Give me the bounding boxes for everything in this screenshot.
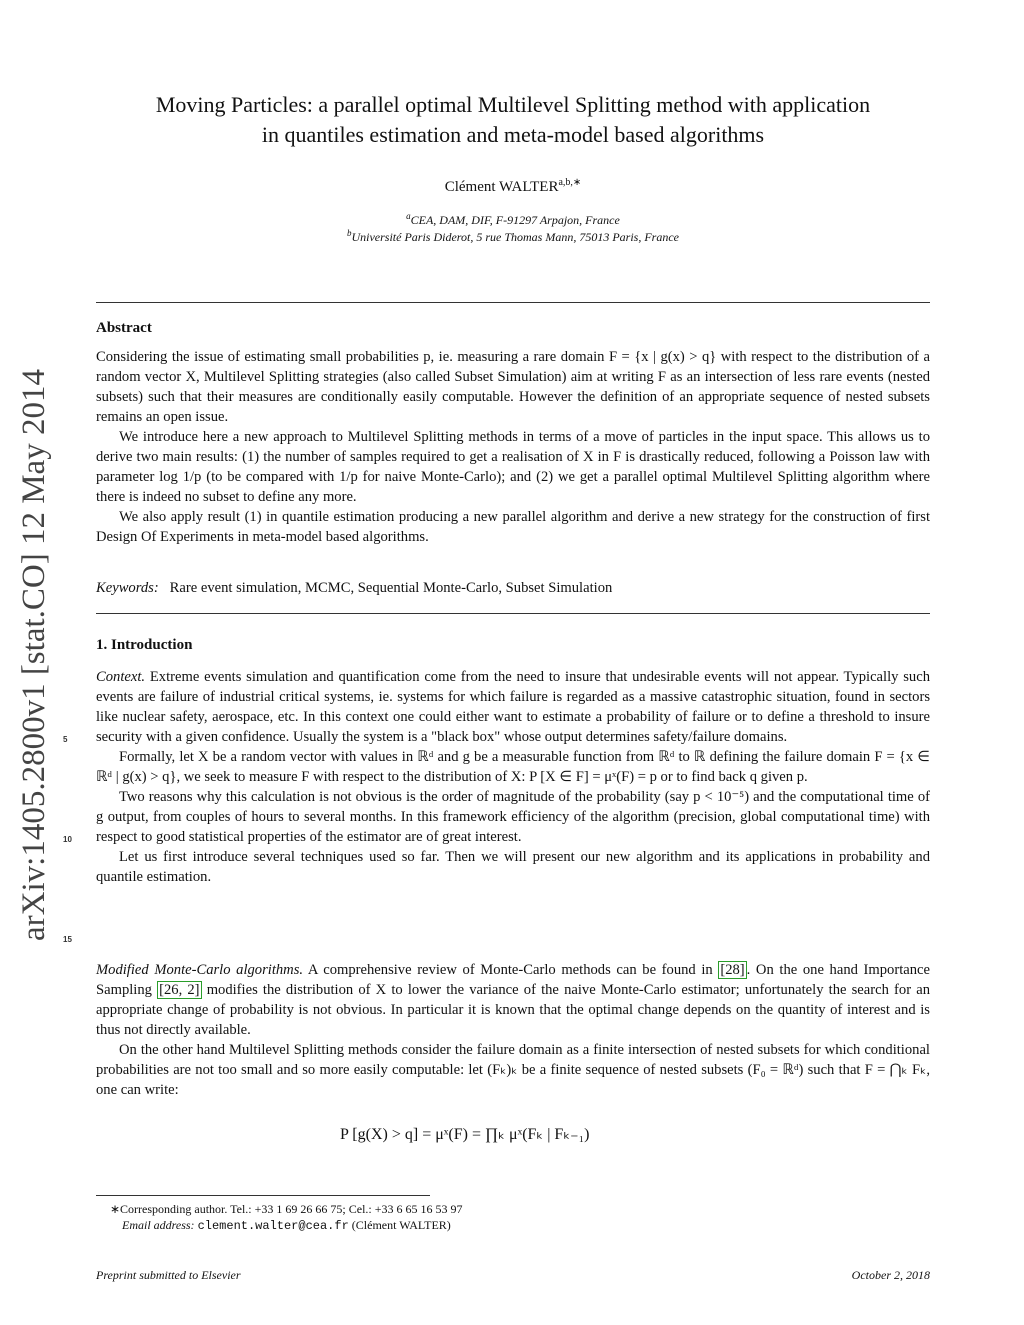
- footnote-rule: [96, 1195, 430, 1196]
- paragraph-5-part-a: A comprehensive review of Monte-Carlo methods can be found in: [307, 962, 713, 978]
- affiliation-mark: b: [346, 228, 352, 238]
- intro-paragraph-context: [96, 667, 930, 747]
- abstract-paragraph-1: Considering the issue of estimating small probabilities p, ie. measuring a rare domain F = {x | g(x) > q} with respect to the distribution of a random vector X, Multilevel Splitting strategies (also called Subset Simulation) aim at writing F as an intersection of less rare events (nested subsets) such that their measures are conditionally easily computable. However the definition of an appropriate sequence of nested subsets remains an open issue.: [96, 349, 930, 425]
- abstract-heading: Abstract: [96, 320, 152, 336]
- splitting-equation: P [g(X) > q] = μˣ(F) = ∏ₖ μˣ(Fₖ | Fₖ₋₁): [340, 1126, 590, 1143]
- line-number: 15: [63, 935, 72, 944]
- intro-paragraph-3: Two reasons why this calculation is not obvious is the order of magnitude of the probability (say p < 10⁻⁵) and the computational time of g output, from couples of hours to several months. In this framework efficiency of the algorithm (precision, global computational time) with respect to good statistical properties of the estimator are of great interest.: [96, 789, 930, 845]
- arxiv-identifier: arXiv:1405.2800v1 [stat.CO] 12 May 2014: [15, 369, 52, 941]
- title-line-2: in quantiles estimation and meta-model based algorithms: [261, 122, 765, 147]
- citation-link-28[interactable]: [28]: [720, 962, 745, 978]
- intro-paragraph-2: Formally, let X be a random vector with values in ℝᵈ and g be a measurable function from ℝᵈ to ℝ defining the failure domain F = {x ∈ ℝᵈ | g(x) > q}, we seek to measure F with respect to the distribution of X: P [X ∈ F] = μˣ(F) = p or to find back q given p.: [96, 749, 930, 785]
- line-number: 10: [63, 835, 72, 844]
- footer-date: October 2, 2018: [851, 1268, 930, 1282]
- introduction-body: [96, 667, 930, 887]
- intro-paragraph-5: [96, 960, 930, 1040]
- keywords: [96, 578, 930, 598]
- citation-link-26-2[interactable]: [26, 2]: [159, 982, 200, 998]
- intro-paragraph-4: Let us first introduce several techniques used so far. Then we will present our new algorithm and its applications in probability and quantile estimation.: [96, 849, 930, 885]
- footnote-corresponding: ∗Corresponding author. Tel.: +33 1 69 26 66 75; Cel.: +33 6 65 16 53 97: [110, 1202, 463, 1216]
- line-number: 5: [63, 735, 68, 744]
- author-name: Clément WALTER: [444, 179, 559, 195]
- affiliation-b: [96, 228, 930, 245]
- modified-mc-label: Modified Monte-Carlo algorithms.: [96, 962, 304, 978]
- paragraph-5-part-b: . On the one hand Importance Sampling: [96, 962, 930, 998]
- affiliation-a: [96, 211, 930, 228]
- section-heading-introduction: 1. Introduction: [96, 637, 193, 653]
- abstract-body: [96, 347, 930, 547]
- email-owner: (Clément WALTER): [351, 1218, 451, 1232]
- author-line: [96, 177, 930, 196]
- abstract-top-rule: [96, 302, 930, 303]
- footer-preprint: Preprint submitted to Elsevier: [96, 1268, 241, 1282]
- footnote-email: [122, 1217, 942, 1234]
- affiliation-text: Université Paris Diderot, 5 rue Thomas Mann, 75013 Paris, France: [351, 230, 680, 244]
- context-label: Context.: [96, 669, 146, 685]
- abstract-paragraph-2: We introduce here a new approach to Multilevel Splitting methods in terms of a move of particles in the input space. This allows us to derive two main results: (1) the number of samples required to get a realisation of X in F is drastically reduced, following a Poisson law with parameter log 1/p (to be compared with 1/p for naive Monte-Carlo); and (2) we get a parallel optimal Multilevel Splitting algorithm where there is indeed no subset to define any more.: [96, 429, 930, 505]
- intro-paragraph-1: Extreme events simulation and quantification come from the need to insure that undesirable events will not appear. Typically such events are failure of industrial critical systems, ie. systems for which failure is regarded as a massive catastrophic situation, found in sectors like nuclear safety, aerospace, etc. In this context one could either want to estimate a probability of failure or to define a threshold to insure security with a given confidence. Usually the system is a "black box" whose output determines safety/failure domains.: [96, 669, 930, 745]
- abstract-paragraph-3: We also apply result (1) in quantile estimation producing a new parallel algorithm and derive a new strategy for the construction of first Design Of Experiments in meta-model based algorithms.: [96, 509, 930, 545]
- paragraph-5-part-c: modifies the distribution of X to lower the variance of the naive Monte-Carlo estimator; unfortunately the search for an appropriate change of probability is not obvious. In particular it is known that the optimal change depends on the quantity of interest and is thus not directly available.: [96, 982, 930, 1038]
- keywords-label: Keywords:: [96, 580, 159, 596]
- intro-paragraph-6: On the other hand Multilevel Splitting methods consider the failure domain as a finite intersection of nested subsets for which conditional probabilities are not too small and so more easily computable: let (Fₖ)ₖ be a finite sequence of nested subsets (F₀ = ℝᵈ) such that F = ⋂ₖ Fₖ, one can write:: [96, 1042, 930, 1098]
- title-line-1: Moving Particles: a parallel optimal Multilevel Splitting method with application: [155, 92, 871, 117]
- email-link[interactable]: clement.walter@cea.fr: [197, 1219, 349, 1233]
- arxiv-sidebar: [10, 345, 58, 965]
- affiliation-mark: a: [406, 211, 411, 221]
- abstract-bottom-rule: [96, 613, 930, 614]
- affiliation-text: CEA, DAM, DIF, F-91297 Arpajon, France: [410, 213, 620, 227]
- modified-monte-carlo-section: [96, 960, 930, 1100]
- email-label: Email address:: [122, 1218, 195, 1232]
- author-marks: a,b,∗: [558, 177, 582, 188]
- paper-title: [96, 90, 930, 150]
- keywords-value: Rare event simulation, MCMC, Sequential Monte-Carlo, Subset Simulation: [169, 580, 613, 596]
